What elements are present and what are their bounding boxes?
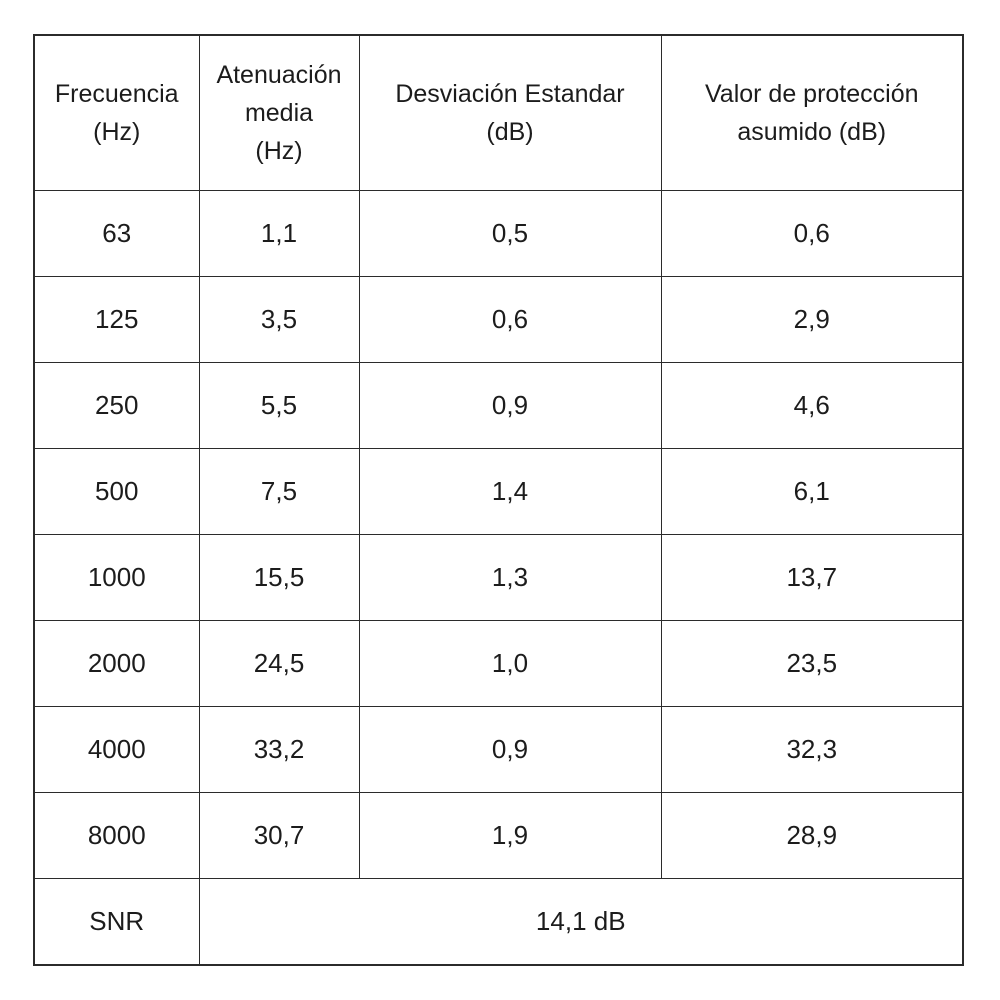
cell-assumed-protection: 32,3 [661,706,963,792]
cell-standard-deviation: 0,9 [359,362,661,448]
header-mean-attenuation-line2: media [244,98,314,127]
cell-mean-attenuation: 15,5 [199,534,359,620]
cell-frequency: 8000 [34,792,199,878]
cell-assumed-protection: 2,9 [661,276,963,362]
snr-row [34,878,963,965]
attenuation-table [33,34,964,966]
cell-mean-attenuation: 5,5 [199,362,359,448]
cell-mean-attenuation: 1,1 [199,190,359,276]
table-row [34,190,963,276]
table-row [34,362,963,448]
header-frequency-line1: Frecuencia [54,79,179,108]
cell-frequency: 125 [34,276,199,362]
cell-standard-deviation: 0,6 [359,276,661,362]
cell-mean-attenuation: 33,2 [199,706,359,792]
header-mean-attenuation-line1: Atenuación [216,60,342,89]
header-frequency [34,35,199,190]
cell-standard-deviation: 1,4 [359,448,661,534]
cell-frequency: 500 [34,448,199,534]
cell-mean-attenuation: 7,5 [199,448,359,534]
cell-assumed-protection: 0,6 [661,190,963,276]
cell-assumed-protection: 6,1 [661,448,963,534]
header-standard-deviation [359,35,661,190]
header-standard-deviation-line2: (dB) [486,117,534,146]
header-frequency-line2: (Hz) [93,117,141,146]
cell-standard-deviation: 1,0 [359,620,661,706]
table-row [34,534,963,620]
header-mean-attenuation [199,35,359,190]
cell-assumed-protection: 4,6 [661,362,963,448]
snr-value: 14,1 dB [199,878,963,965]
cell-frequency: 4000 [34,706,199,792]
cell-standard-deviation: 0,9 [359,706,661,792]
header-assumed-protection [661,35,963,190]
cell-assumed-protection: 28,9 [661,792,963,878]
table-row [34,792,963,878]
cell-mean-attenuation: 30,7 [199,792,359,878]
cell-frequency: 2000 [34,620,199,706]
snr-label: SNR [34,878,199,965]
table-row [34,706,963,792]
cell-assumed-protection: 13,7 [661,534,963,620]
cell-frequency: 63 [34,190,199,276]
header-mean-attenuation-line3: (Hz) [255,136,303,165]
cell-mean-attenuation: 3,5 [199,276,359,362]
header-assumed-protection-line2: asumido (dB) [737,117,887,146]
cell-mean-attenuation: 24,5 [199,620,359,706]
cell-frequency: 250 [34,362,199,448]
header-assumed-protection-line1: Valor de protección [704,79,919,108]
cell-standard-deviation: 1,3 [359,534,661,620]
header-row [34,35,963,190]
header-standard-deviation-line1: Desviación Estandar [395,79,625,108]
table-row [34,276,963,362]
cell-frequency: 1000 [34,534,199,620]
cell-standard-deviation: 1,9 [359,792,661,878]
cell-standard-deviation: 0,5 [359,190,661,276]
table-row [34,620,963,706]
table-row [34,448,963,534]
cell-assumed-protection: 23,5 [661,620,963,706]
